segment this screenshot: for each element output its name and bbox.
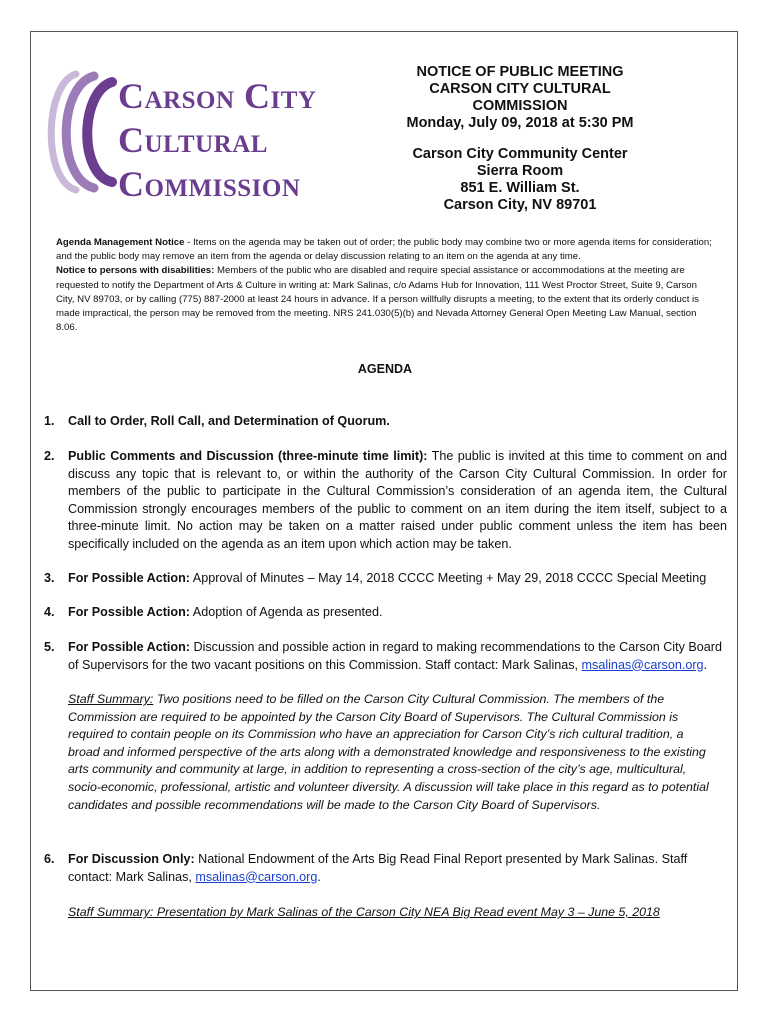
header-line-1: NOTICE OF PUBLIC MEETING <box>416 64 624 80</box>
item-3-label: For Possible Action: <box>68 571 190 585</box>
item-6-email-link[interactable]: msalinas@carson.org <box>195 869 318 884</box>
venue-line-4: Carson City, NV 89701 <box>443 197 597 213</box>
venue-line-2: Sierra Room <box>476 163 564 179</box>
item-2-title: Public Comments and Discussion (three-minute time limit): <box>68 449 428 463</box>
logo-line-1: Carson City <box>118 76 317 116</box>
item-5-summary-label: Staff Summary: <box>68 692 154 706</box>
item-3-text: Approval of Minutes – May 14, 2018 CCCC Meeting + May 29, 2018 CCCC Special Meeting <box>189 571 707 585</box>
agenda-item-6 <box>44 851 727 886</box>
item-6-text: National Endowment of the Arts Big Read Final Report presented by Mark Salinas. Staff contact: Mark Salinas, <box>68 852 688 884</box>
item-6-label: For Discussion Only: <box>68 852 195 866</box>
header-line-2: CARSON CITY CULTURAL COMMISSION <box>429 81 611 114</box>
item-1-title: Call to Order, Roll Call, and Determination of Quorum. <box>68 414 390 428</box>
mgmt-notice-text: - Items on the agenda may be taken out of order; the public body may combine two or more agenda items for consideration; and the public body may remove an item from the agenda or delay discussion relating to an item on the agenda at any time. <box>56 237 712 263</box>
agenda-notice <box>56 236 712 335</box>
item-number: 1. <box>44 414 55 428</box>
agenda-item-1 <box>44 413 727 431</box>
item-6-end: . <box>317 869 321 884</box>
logo-line-2: Cultural <box>118 120 268 160</box>
item-5-staff-summary <box>68 691 718 814</box>
agenda-item-3 <box>44 570 727 588</box>
venue-line-3: 851 E. William St. <box>460 180 580 196</box>
agenda-item-2 <box>44 448 727 554</box>
item-number: 2. <box>44 449 55 463</box>
logo-wordmark <box>118 74 316 206</box>
item-5-text: Discussion and possible action in regard to making recommendations to the Carson City Board of Supervisors for the two vacant positions on this Commission. Staff contact: Mark Salinas, <box>68 640 722 672</box>
header-line-3: Monday, July 09, 2018 at 5:30 PM <box>406 115 634 131</box>
mgmt-notice-label: Agenda Management Notice <box>56 237 185 248</box>
disability-notice-label: Notice to persons with disabilities: <box>56 265 215 277</box>
item-5-label: For Possible Action: <box>68 640 190 654</box>
logo-line-3: Commission <box>118 164 301 204</box>
meeting-header <box>385 64 655 214</box>
item-5-summary-text: Two positions need to be filled on the Carson City Cultural Commission. The members of the Commission are required to be appointed by the Carson City Board of Supervisors. The Cultural Commission is required to contain people on its Commission who have an appreciation for Carson City’s rich cultural tradition, a broad and informed perspective of the arts along with a demonstrated knowledge and responsiveness to the existing arts community and community at large, in addition to representing a cross-section of the city’s age, multicultural, socio-economic, professional, artistic and volunteer diversity. A discussion will take place in this regard as to potential candidates and possible recommendations will be made to the Carson City Board of Supervisors. <box>68 692 709 812</box>
item-4-text: Adoption of Agenda as presented. <box>189 605 383 619</box>
item-6-staff-summary: Staff Summary: Presentation by Mark Salinas of the Carson City NEA Big Read event May 3 – June 5, 2018 <box>68 905 660 919</box>
agenda-item-5 <box>44 639 727 674</box>
item-2-text: The public is invited at this time to comment on and discuss any topic that is relevant to, or within the authority of the Carson City Cultural Commission. In order for members of the public to participate in the Cultural Commission’s consideration of an agenda item, the Cultural Commission strongly encourages members of the public to comment on an item during the item itself, subject to a three-minute limit. No action may be taken on a matter raised under public comment unless the item has been specifically included on the agenda as an item upon which action may be taken. <box>68 449 727 551</box>
item-number: 6. <box>44 852 55 866</box>
disability-notice-text: Members of the public who are disabled and require special assistance or accommodations at the meeting are requested to notify the Department of Arts & Culture in writing at: Mark Salinas, c/o Adams Hub for Innovation, 111 West Proctor Street, Suite 9, Carson City, NV 89703, or by calling (775) 887-2000 at least 24 hours in advance. If a person willfully disrupts a meeting, to the extent that its orderly conduct is made impractical, the person may be removed from the meeting. NRS 241.030(5)(b) and Nevada Attorney General Open Meeting Law Manual, section 8.06. <box>56 265 699 334</box>
agenda-title: AGENDA <box>357 362 413 376</box>
item-number: 4. <box>44 605 55 619</box>
item-number: 5. <box>44 640 55 654</box>
item-5-end: . <box>703 657 708 672</box>
venue-line-1: Carson City Community Center <box>412 146 628 162</box>
item-5-email-link[interactable]: msalinas@carson.org <box>581 657 704 672</box>
agenda-item-4 <box>44 604 727 622</box>
item-4-label: For Possible Action: <box>68 605 190 619</box>
item-number: 3. <box>44 571 55 585</box>
